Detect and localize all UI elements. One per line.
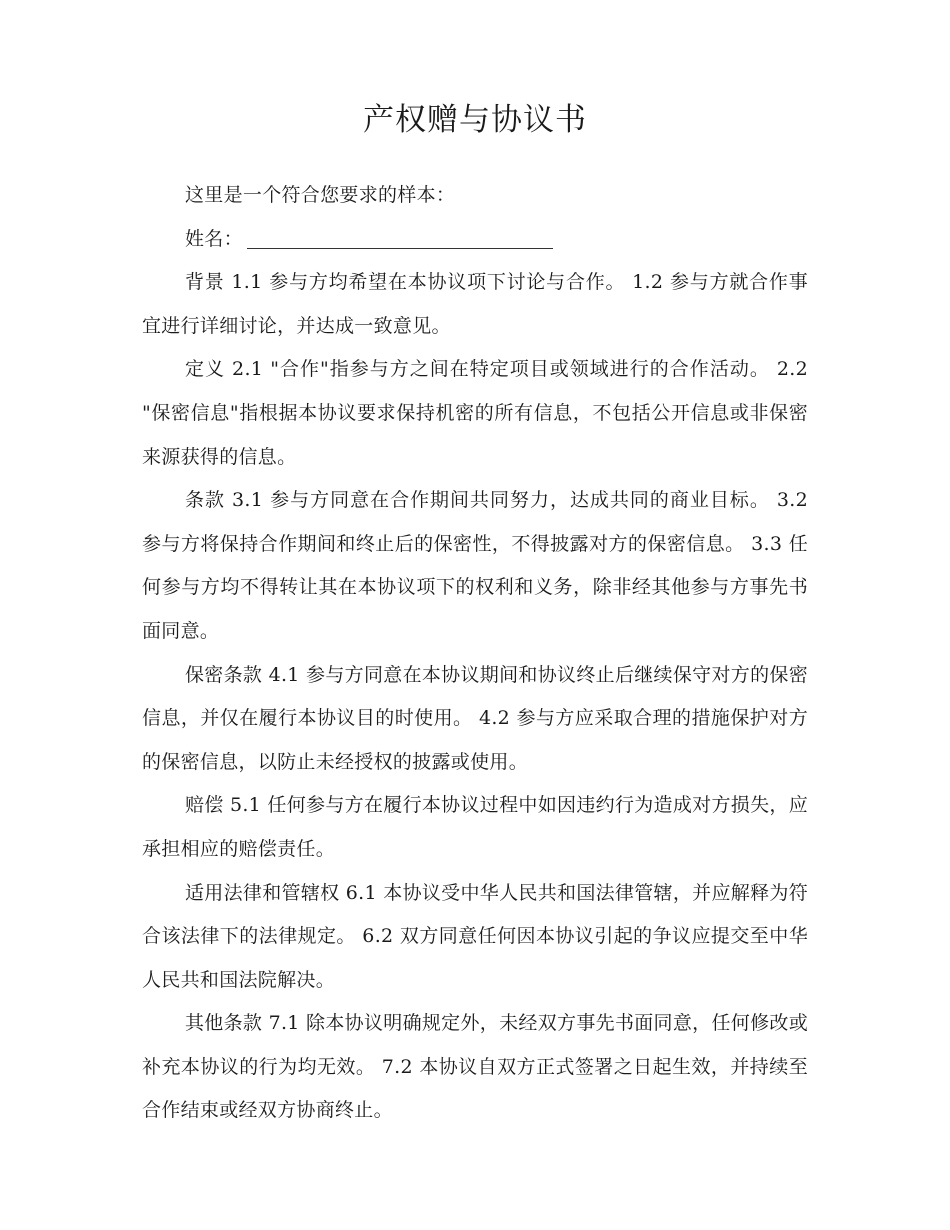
section-governing-law: 适用法律和管辖权 6.1 本协议受中华人民共和国法律管辖，并应解释为符合该法律下的法律规定。 6.2 双方同意任何因本协议引起的争议应提交至中华人民共和国法院解决。: [142, 881, 808, 991]
section-background: 背景 1.1 参与方均希望在本协议项下讨论与合作。 1.2 参与方就合作事宜进行详细讨论，并达成一致意见。: [142, 271, 808, 337]
name-field-row: [142, 218, 808, 262]
section-confidentiality: 保密条款 4.1 参与方同意在本协议期间和协议终止后继续保守对方的保密信息，并仅在履行本协议目的时使用。 4.2 参与方应采取合理的措施保护对方的保密信息，以防止未经授权的披露或使用。: [142, 663, 808, 773]
name-label: 姓名：: [185, 227, 243, 250]
section-definitions: 定义 2.1 "合作"指参与方之间在特定项目或领域进行的合作活动。 2.2 "保密信息"指根据本协议要求保持机密的所有信息，不包括公开信息或非保密来源获得的信息。: [142, 358, 808, 468]
name-blank-line: [247, 226, 553, 249]
document-title: 产权赠与协议书: [363, 102, 587, 138]
section-other-terms: 其他条款 7.1 除本协议明确规定外，未经双方事先书面同意，任何修改或补充本协议的行为均无效。 7.2 本协议自双方正式签署之日起生效，并持续至合作结束或经双方协商终止。: [142, 1012, 808, 1122]
section-terms: 条款 3.1 参与方同意在合作期间共同努力，达成共同的商业目标。 3.2 参与方将保持合作期间和终止后的保密性，不得披露对方的保密信息。 3.3 任何参与方均不得转让其在本协议项下的权利和义务，除非经其他参与方事先书面同意。: [142, 489, 808, 642]
intro-text: 这里是一个符合您要求的样本：: [185, 184, 456, 206]
section-compensation: 赔偿 5.1 任何参与方在履行本协议过程中如因违约行为造成对方损失，应承担相应的赔偿责任。: [142, 794, 808, 860]
